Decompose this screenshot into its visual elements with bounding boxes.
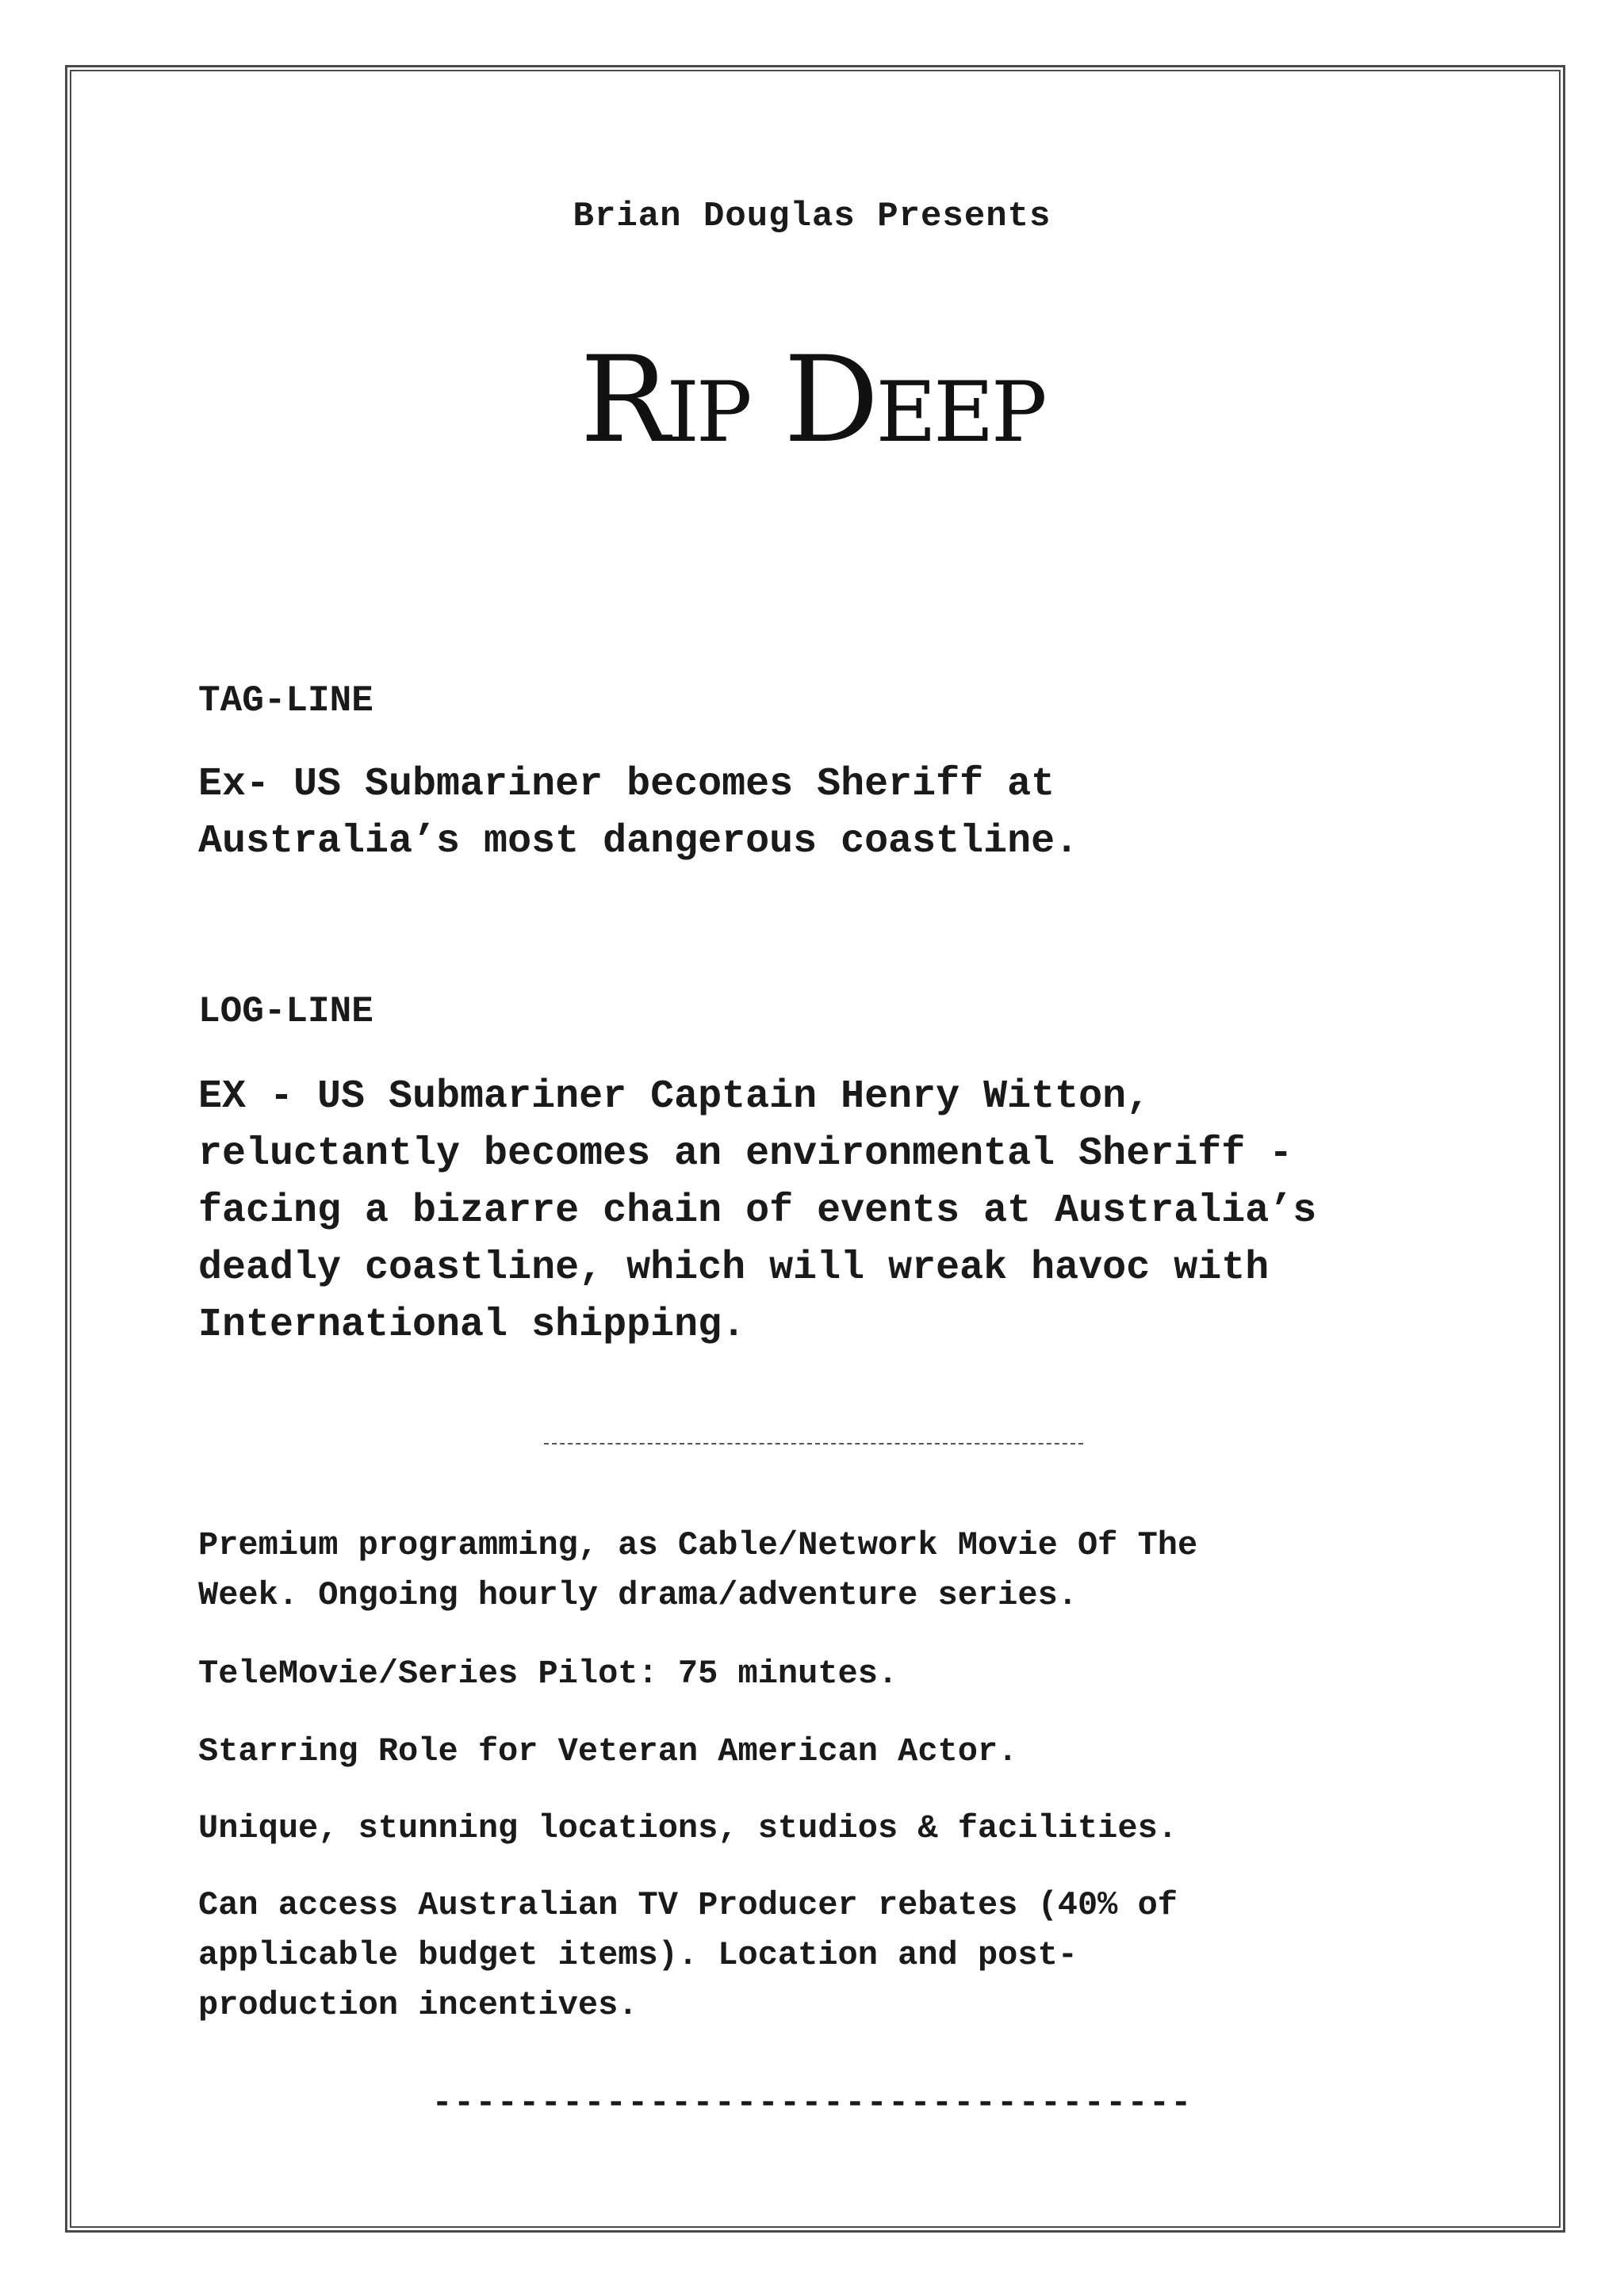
document-title: Rip Deep <box>580 331 1044 469</box>
detail-starring: Starring Role for Veteran American Actor. <box>198 1732 1018 1770</box>
end-divider: ----------------------------------- <box>431 2084 1193 2123</box>
logline-heading: LOG-LINE <box>198 991 373 1032</box>
section-divider <box>544 1443 1083 1445</box>
presents-line: Brian Douglas Presents <box>573 197 1051 236</box>
detail-incentives: Can access Australian TV Producer rebates (40% of applicable budget items). Location and post- production incentives. <box>198 1886 1178 2024</box>
detail-programming: Premium programming, as Cable/Network Movie Of The Week. Ongoing hourly drama/adventure series. <box>198 1526 1198 1614</box>
logline-text: EX - US Submariner Captain Henry Witton, reluctantly becomes an environmental Sheriff - facing a bizarre chain of events at Australia’s deadly coastline, which will wreak havoc with International shipping. <box>198 1074 1317 1348</box>
detail-runtime: TeleMovie/Series Pilot: 75 minutes. <box>198 1655 898 1693</box>
tagline-text: Ex- US Submariner becomes Sheriff at Australia’s most dangerous coastline. <box>198 762 1079 864</box>
detail-locations: Unique, stunning locations, studios & facilities. <box>198 1809 1178 1847</box>
tagline-heading: TAG-LINE <box>198 680 373 721</box>
